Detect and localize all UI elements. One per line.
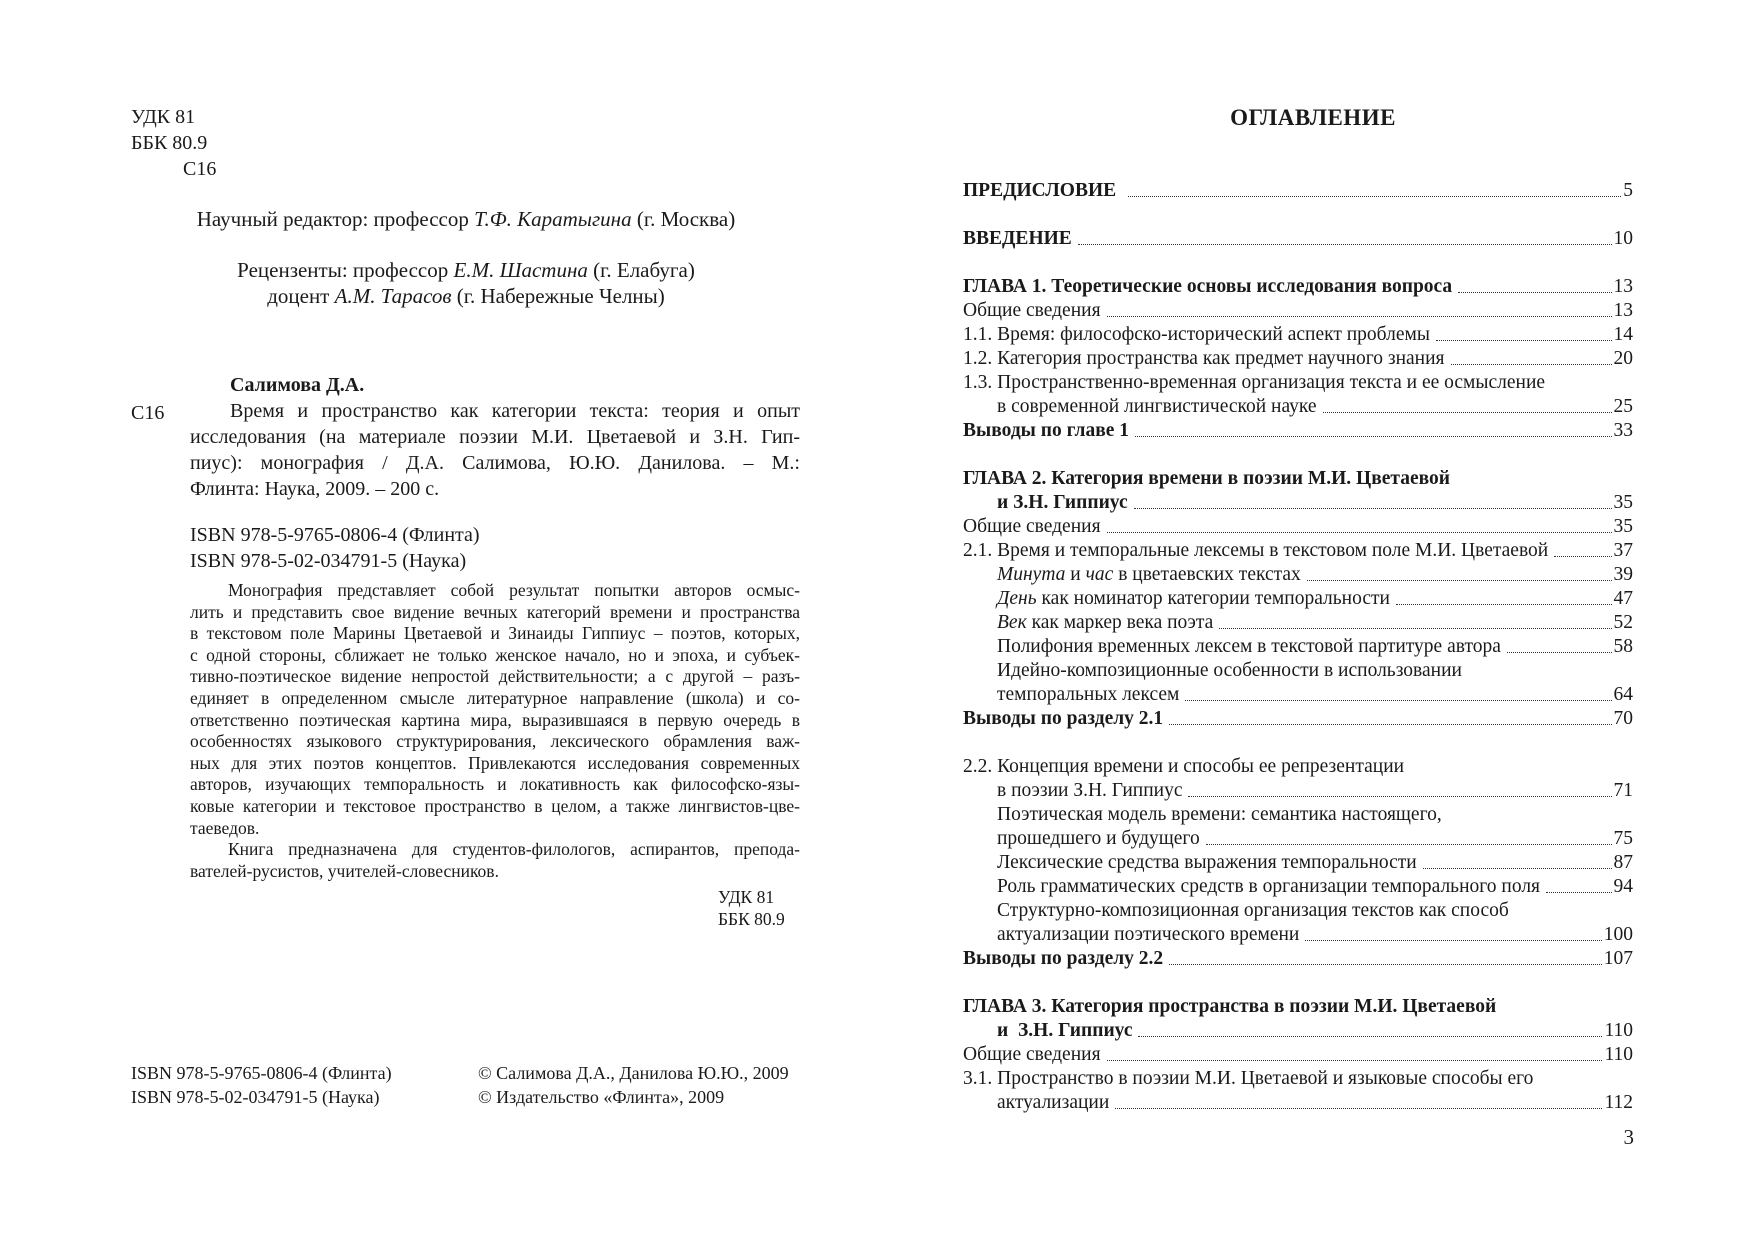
toc-2-1-c-rest: как маркер века поэта (1026, 612, 1214, 633)
toc-2-1-page: 37 (1613, 540, 1633, 561)
isbn-nauka: ISBN 978-5-02-034791-5 (Наука) (190, 550, 467, 572)
toc-1-3-title: в современной лингвистической науке (997, 396, 1317, 417)
toc-intro-title: ВВЕДЕНИЕ (963, 228, 1072, 249)
toc-2-1-conclusions-title: Выводы по разделу 2.1 (963, 708, 1164, 729)
toc-chapter-2-page: 35 (1613, 492, 1633, 513)
toc-2-2-conclusions-page: 107 (1603, 948, 1633, 969)
toc-2-2-c-title: Роль грамматических средств в организации темпорального поля (997, 876, 1541, 897)
toc-2-2-c[interactable] (997, 875, 1633, 899)
udk-code: УДК 81 (131, 106, 196, 128)
annotation-paragraph-1 (190, 580, 800, 839)
toc-2-1-b-italic: День (997, 588, 1037, 609)
toc-ch1-conclusions-title: Выводы по главе 1 (963, 420, 1130, 441)
toc-ch3-general-title: Общие сведения (963, 1044, 1101, 1065)
toc-2-1-a-italic2: час (1085, 564, 1114, 585)
toc-1-3-page: 25 (1613, 396, 1633, 417)
footer-isbn (131, 1061, 392, 1109)
author-mark: С16 (183, 158, 217, 180)
toc-2-1-d-title: Полифония временных лексем в текстовой партитуре автора (997, 636, 1501, 657)
toc-2-1-a-mid: и (1065, 564, 1086, 585)
toc-chapter-3-title: и З.Н. Гиппиус (997, 1020, 1133, 1041)
footer-isbn-flinta: ISBN 978-5-9765-0806-4 (Флинта) (131, 1063, 392, 1083)
toc-2-2-d-page: 100 (1603, 924, 1633, 945)
toc-2-2-d[interactable] (997, 923, 1633, 947)
classification-block (131, 104, 216, 182)
copyright (478, 1061, 789, 1109)
toc-2-2-d-line1: Структурно-композиционная организация текстов как способ (997, 900, 1509, 921)
reviewer-2-name: А.М. Тарасов (334, 284, 452, 308)
toc-2-1-conclusions[interactable] (963, 707, 1633, 731)
toc-intro[interactable] (963, 227, 1633, 251)
annotation-line: ответственно поэтическая картина мира, выразившаяся в первую очередь в (190, 709, 800, 730)
page-number: 3 (1623, 1125, 1634, 1149)
toc-3-1-line1: 3.1. Пространство в поэзии М.И. Цветаевой и языковые способы его (963, 1068, 1534, 1089)
toc-2-1-c[interactable] (997, 611, 1633, 635)
toc-ch2-general-title: Общие сведения (963, 516, 1101, 537)
toc-2-2-b[interactable] (997, 851, 1633, 875)
toc-2-2-page: 71 (1613, 780, 1633, 801)
toc-2-1-c-page: 52 (1613, 612, 1633, 633)
toc-preface-page: 5 (1623, 180, 1633, 201)
bib-line-4: Флинта: Наука, 2009. – 200 с. (190, 478, 440, 500)
copyright-authors: © Салимова Д.А., Данилова Ю.Ю., 2009 (478, 1063, 789, 1083)
bibliographic-record (190, 398, 800, 502)
annotation-paragraph-2 (190, 839, 800, 882)
reviewers (131, 257, 801, 309)
annotation-line: особенностях языкового структурирования, лексического обрамления важ- (190, 731, 800, 752)
toc-chapter-1-page: 13 (1613, 276, 1633, 297)
annotation-line: вателей-русистов, учителей-словесников. (190, 860, 499, 881)
toc-2-1-e-line1: Идейно-композиционные особенности в использовании (997, 660, 1462, 681)
toc-2-1-title: 2.1. Время и темпоральные лексемы в текстовом поле М.И. Цветаевой (963, 540, 1549, 561)
toc-chapter-1[interactable] (963, 275, 1633, 299)
toc-2-1-e[interactable] (997, 683, 1633, 707)
toc-1-1-page: 14 (1613, 324, 1633, 345)
toc-2-2-conclusions-title: Выводы по разделу 2.2 (963, 948, 1164, 969)
toc-2-1-a-rest: в цветаевских текстах (1113, 564, 1301, 585)
bib-line-2: исследования (на материале поэзии М.И. Цветаевой и З.Н. Гип- (190, 426, 800, 448)
udk-right: УДК 81 (718, 887, 775, 907)
annotation-line: таеведов. (190, 817, 260, 838)
author-name: Салимова Д.А. (230, 374, 365, 396)
toc-1-3[interactable] (997, 395, 1633, 419)
toc-2-1-b[interactable] (997, 587, 1633, 611)
scientific-editor (131, 206, 801, 232)
udk-bbk-right (718, 887, 785, 930)
side-code: С16 (131, 402, 165, 424)
toc-2-1-conclusions-page: 70 (1613, 708, 1633, 729)
reviewer-2 (131, 283, 801, 309)
toc-ch1-general-page: 13 (1613, 300, 1633, 321)
toc-ch3-general-page: 110 (1604, 1044, 1633, 1065)
toc-2-2-line1: 2.2. Концепция времени и способы ее репрезентации (963, 756, 1405, 777)
toc-1-2-page: 20 (1613, 348, 1633, 369)
annotation-line: Монография представляет собой результат попытки авторов осмыс- (228, 580, 800, 600)
toc-2-1-e-title: темпоральных лексем (997, 684, 1180, 705)
isbn-flinta: ISBN 978-5-9765-0806-4 (Флинта) (190, 524, 480, 546)
toc-2-1[interactable] (963, 539, 1633, 563)
annotation-line: тивно-поэтическое видение непростой действительности; а с другой – разъ- (190, 666, 800, 687)
toc-intro-page: 10 (1613, 228, 1633, 249)
toc-2-1-e-page: 64 (1613, 684, 1633, 705)
toc-2-2-a-line1: Поэтическая модель времени: семантика настоящего, (997, 804, 1442, 825)
toc-ch3-general[interactable] (963, 1043, 1633, 1067)
toc-1-3-line1: 1.3. Пространственно-временная организация текста и ее осмысление (963, 372, 1546, 393)
toc-2-2-b-title: Лексические средства выражения темпоральности (997, 852, 1417, 873)
toc-title: ОГЛАВЛЕНИЕ (1230, 105, 1396, 130)
annotation-line: в текстовом поле Марины Цветаевой и Зинаиды Гиппиус – поэтов, которых, (190, 623, 800, 644)
toc-chapter-2[interactable] (997, 491, 1633, 515)
toc-2-2-d-title: актуализации поэтического времени (997, 924, 1300, 945)
annotation-line: лить и представить свое видение вечных категорий времени и пространства (190, 601, 800, 622)
toc-2-2-title: в поэзии З.Н. Гиппиус (997, 780, 1183, 801)
bbk-right: ББК 80.9 (718, 908, 785, 929)
reviewer-2-prefix: доцент (267, 284, 335, 308)
bib-line-3: пиус): монография / Д.А. Салимова, Ю.Ю. Данилова. – М.: (190, 452, 800, 474)
reviewer-1 (131, 257, 801, 283)
isbn-block (190, 522, 480, 574)
toc-2-2-b-page: 87 (1613, 852, 1633, 873)
toc-chapter-3-line1: ГЛАВА 3. Категория пространства в поэзии М.И. Цветаевой (963, 996, 1497, 1017)
editor-suffix: (г. Москва) (631, 207, 736, 231)
reviewer-1-suffix: (г. Елабуга) (587, 258, 695, 282)
editor-prefix: Научный редактор: профессор (196, 207, 475, 231)
toc-ch1-conclusions[interactable] (963, 419, 1633, 443)
toc-2-1-d[interactable] (997, 635, 1633, 659)
reviewer-1-prefix: Рецензенты: профессор (237, 258, 454, 282)
toc-preface[interactable] (963, 179, 1633, 203)
toc-preface-title: ПРЕДИСЛОВИЕ (963, 180, 1117, 201)
bbk-code: ББК 80.9 (131, 132, 208, 154)
toc-2-1-c-italic: Век (997, 612, 1027, 633)
toc-3-1-title: актуализации (997, 1092, 1110, 1113)
annotation-line: авторов, изучающих темпоральность и локативность как философско-язы- (190, 774, 800, 795)
toc-chapter-1-title: ГЛАВА 1. Теоретические основы исследования вопроса (963, 276, 1453, 297)
annotation-line: с одной стороны, сближает не только женское начало, но и эпоха, и субъек- (190, 644, 800, 665)
footer-isbn-nauka: ISBN 978-5-02-034791-5 (Наука) (131, 1087, 380, 1107)
annotation-line: ных для этих поэтов концептов. Привлекаются исследования современных (190, 752, 800, 773)
toc-chapter-3-page: 110 (1604, 1020, 1633, 1041)
copyright-publisher: © Издательство «Флинта», 2009 (478, 1087, 725, 1107)
editor-name: Т.Ф. Каратыгина (474, 207, 632, 231)
toc-chapter-3[interactable] (997, 1019, 1633, 1043)
toc-ch1-general-title: Общие сведения (963, 300, 1101, 321)
toc-3-1-page: 112 (1604, 1092, 1633, 1113)
toc-2-2-conclusions[interactable] (963, 947, 1633, 971)
toc-2-2-c-page: 94 (1613, 876, 1633, 897)
toc-ch2-general[interactable] (963, 515, 1633, 539)
toc-2-1-d-page: 58 (1613, 636, 1633, 657)
toc-2-2-a[interactable] (997, 827, 1633, 851)
annotation (190, 580, 800, 882)
toc-2-1-a[interactable] (997, 563, 1633, 587)
toc-2-2-a-page: 75 (1613, 828, 1633, 849)
toc-ch1-general[interactable] (963, 299, 1633, 323)
toc-chapter-2-title: и З.Н. Гиппиус (997, 492, 1128, 513)
toc-2-1-b-page: 47 (1613, 588, 1633, 609)
annotation-line: Книга предназначена для студентов-филологов, аспирантов, препода- (228, 839, 800, 860)
toc-1-2[interactable] (963, 347, 1633, 371)
reviewer-2-suffix: (г. Набережные Челны) (451, 284, 665, 308)
toc-2-1-a-italic1: Минута (997, 564, 1066, 585)
toc-2-2-a-title: прошедшего и будущего (997, 828, 1200, 849)
toc-ch2-general-page: 35 (1613, 516, 1633, 537)
toc-2-1-b-rest: как номинатор категории темпоральности (1036, 588, 1390, 609)
toc-2-1-a-page: 39 (1613, 564, 1633, 585)
toc-1-2-title: 1.2. Категория пространства как предмет научного знания (963, 348, 1445, 369)
bib-line-1: Время и пространство как категории текста: теория и опыт (230, 400, 800, 422)
toc-chapter-2-line1: ГЛАВА 2. Категория времени в поэзии М.И. Цветаевой (963, 468, 1451, 489)
annotation-line: единяет в определенном смысле литературное направление (школа) и со- (190, 687, 800, 708)
toc-1-1-title: 1.1. Время: философско-исторический аспект проблемы (963, 324, 1430, 345)
annotation-line: ковые категории и текстовое пространство в целом, а также лингвистов-цве- (190, 795, 800, 816)
toc-3-1[interactable] (997, 1091, 1633, 1115)
toc-2-2[interactable] (997, 779, 1633, 803)
reviewer-1-name: Е.М. Шастина (453, 258, 588, 282)
toc-ch1-conclusions-page: 33 (1613, 420, 1633, 441)
toc-1-1[interactable] (963, 323, 1633, 347)
